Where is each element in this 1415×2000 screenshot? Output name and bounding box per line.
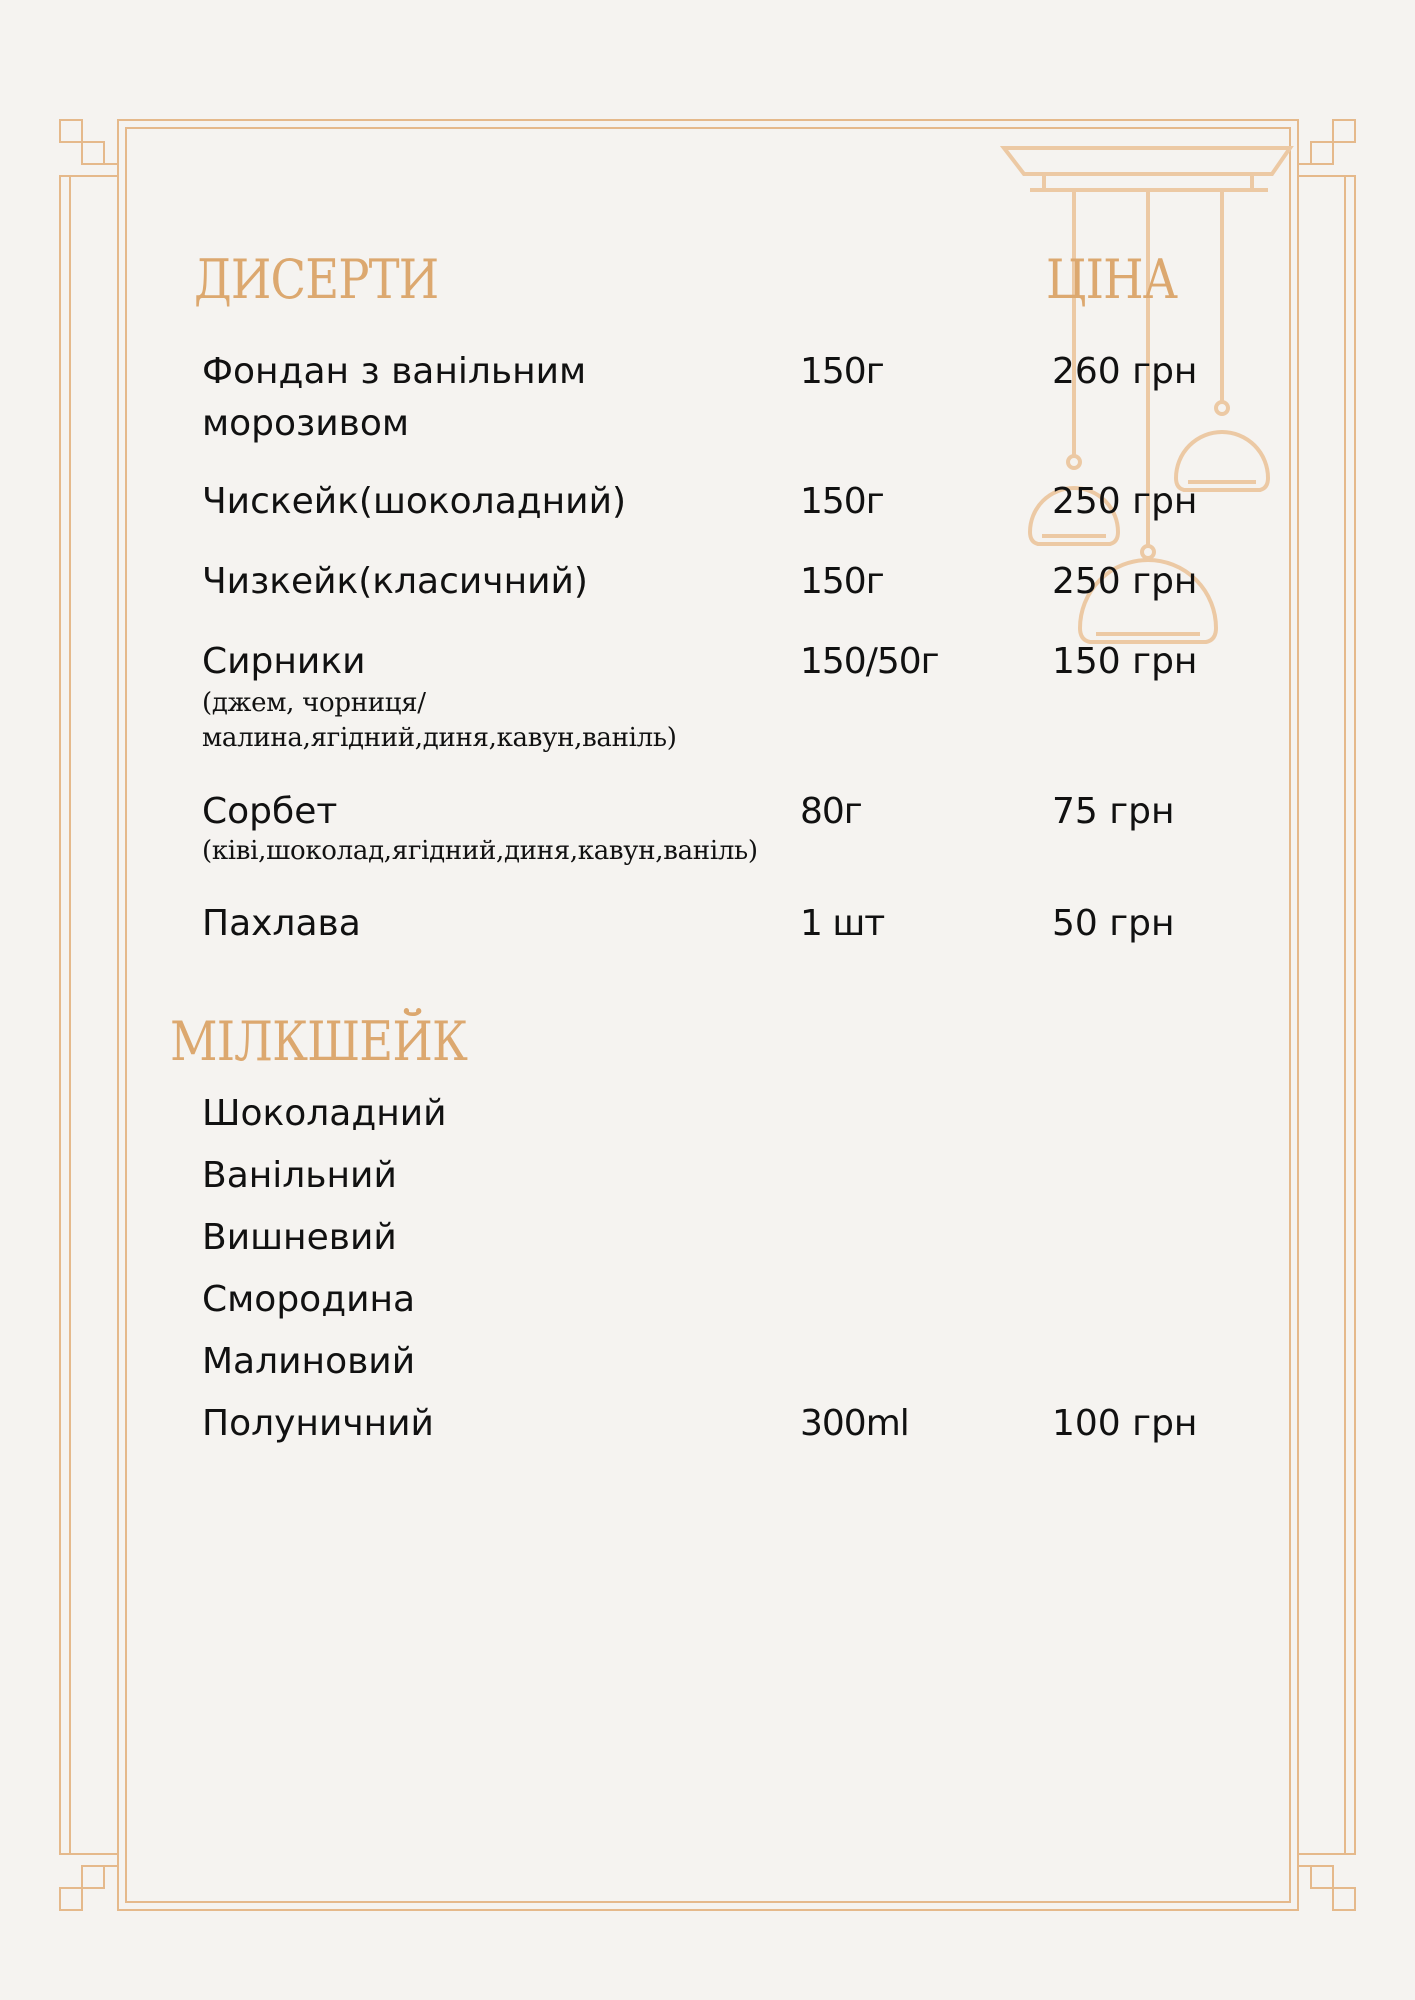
- milkshake-item: [202, 1150, 1242, 1202]
- menu-row-syrnyky: [202, 636, 1242, 753]
- item-price: 250 грн: [1052, 561, 1198, 602]
- item-name: Чискейк(шоколадний): [202, 481, 627, 522]
- item-price: 250 грн: [1052, 481, 1198, 522]
- item-weight: 1 шт: [800, 903, 885, 944]
- item-name: Полуничний: [202, 1403, 434, 1444]
- item-price: 50 грн: [1052, 903, 1175, 944]
- item-name: Шоколадний: [202, 1093, 447, 1134]
- item-note: (ківі,шоколад,ягідний,диня,кавун,ваніль): [202, 836, 758, 866]
- item-name: Фондан з ванільним морозивом: [202, 351, 587, 444]
- item-price: 260 грн: [1052, 351, 1198, 392]
- item-name: Пахлава: [202, 903, 361, 944]
- item-name: Ванільний: [202, 1155, 397, 1196]
- item-name: Малиновий: [202, 1341, 416, 1382]
- item-price: 75 грн: [1052, 791, 1175, 832]
- item-name: Чизкейк(класичний): [202, 561, 588, 602]
- milkshake-item: [202, 1088, 1242, 1140]
- item-name: Сирники: [202, 641, 366, 682]
- menu-row-baklava: [202, 898, 1242, 998]
- menu-row-sorbet: [202, 786, 1242, 886]
- item-price: 150 грн: [1052, 641, 1198, 682]
- item-weight: 150/50г: [800, 641, 939, 682]
- item-weight: 150г: [800, 351, 884, 392]
- menu-row-fondant: [202, 346, 1242, 446]
- milkshake-item: [202, 1274, 1242, 1326]
- desserts-heading: ДИСЕРТИ: [194, 248, 439, 311]
- price-column-heading: ЦІНА: [1046, 248, 1178, 311]
- milkshake-item: [202, 1336, 1242, 1388]
- item-price: 100 грн: [1052, 1403, 1198, 1444]
- milkshake-item: [202, 1398, 1242, 1450]
- item-weight: 150г: [800, 561, 884, 602]
- item-note: малина,ягідний,диня,кавун,ваніль): [202, 723, 677, 753]
- item-weight: 80г: [800, 791, 862, 832]
- item-name: Вишневий: [202, 1217, 397, 1258]
- item-name: Смородина: [202, 1279, 416, 1320]
- item-name: Сорбет: [202, 791, 338, 832]
- item-note: (джем, чорниця/: [202, 688, 426, 718]
- item-weight: 300ml: [800, 1403, 909, 1444]
- milkshakes-heading: МІЛКШЕЙК: [170, 1010, 468, 1073]
- milkshake-item: [202, 1212, 1242, 1264]
- item-weight: 150г: [800, 481, 884, 522]
